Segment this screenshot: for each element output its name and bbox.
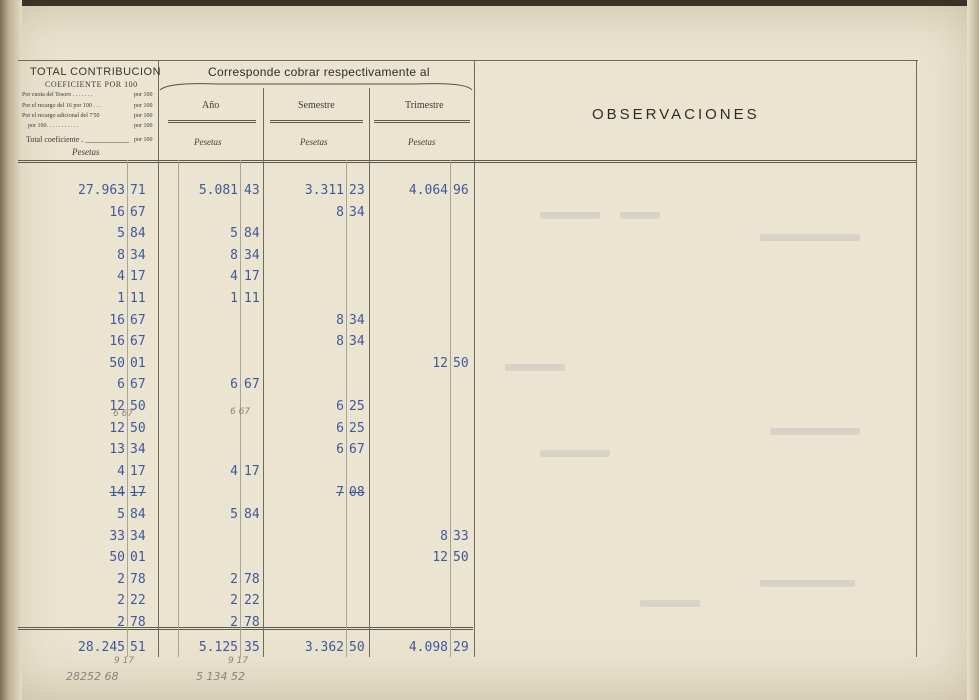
- total-pesetas-cell: 12: [109, 399, 125, 414]
- trimestre-cents-cell: 50: [453, 356, 469, 371]
- ano-cents-cell: 34: [244, 248, 260, 263]
- ano-header: Año: [202, 100, 220, 111]
- bleed-mark: [540, 450, 610, 457]
- total-pesetas-cell: 33: [109, 529, 125, 544]
- cents-divider-semestre: [346, 160, 347, 657]
- pesetas-semestre-label: Pesetas: [300, 137, 328, 147]
- semestre-pesetas-cell: 3.311: [304, 183, 344, 198]
- total-pesetas-cell: 50: [109, 550, 125, 565]
- total-sum-pesetas: 28.245: [78, 640, 125, 655]
- total-pesetas-cell: 5: [117, 507, 125, 522]
- total-pesetas-cell: 16: [109, 205, 125, 220]
- pencil-under-ano: 9 17: [228, 656, 249, 666]
- semestre-cents-cell: 34: [349, 205, 365, 220]
- top-edge: [0, 0, 979, 6]
- total-sum-cents: 51: [130, 640, 146, 655]
- total-cents-cell: 01: [130, 356, 146, 371]
- total-cents-cell: 22: [130, 593, 146, 608]
- ano-pesetas-cell: 5.081: [198, 183, 238, 198]
- trimestre-pesetas-cell: 4.064: [408, 183, 448, 198]
- total-coef-unit: por 100: [134, 137, 153, 143]
- semestre-header: Semestre: [298, 100, 335, 111]
- ano-sum-pesetas: 5.125: [198, 640, 238, 655]
- semestre-cents-cell: 67: [349, 442, 365, 457]
- semestre-pesetas-cell: 7: [336, 485, 344, 500]
- semestre-pesetas-cell: 8: [336, 205, 344, 220]
- semestre-cents-cell: 23: [349, 183, 365, 198]
- trimestre-pesetas-cell: 12: [432, 356, 448, 371]
- coef-unit-4: por 100: [134, 123, 153, 129]
- col-divider-semestre: [369, 88, 370, 657]
- trimestre-rule: [374, 120, 470, 123]
- semestre-cents-cell: 08: [349, 485, 365, 500]
- trimestre-pesetas-cell: 8: [440, 529, 448, 544]
- coef-line-4: por 100. . . . . . . . . . .: [28, 123, 78, 129]
- ano-cents-cell: 22: [244, 593, 260, 608]
- ano-pesetas-cell: 8: [230, 248, 238, 263]
- total-coeficiente-line: Total coeficiente . ___________: [26, 135, 130, 144]
- total-cents-cell: 17: [130, 485, 146, 500]
- total-cents-cell: 84: [130, 226, 146, 241]
- total-pesetas-cell: 27.963: [78, 183, 125, 198]
- pencil-bottom-total: 28252 68: [66, 670, 119, 683]
- semestre-sum-cents: 50: [349, 640, 365, 655]
- total-pesetas-cell: 4: [117, 269, 125, 284]
- coeficiente-label: COEFICIENTE POR 100: [45, 80, 138, 89]
- table-right-rule: [916, 60, 917, 657]
- ano-cents-cell: 17: [244, 464, 260, 479]
- total-pesetas-cell: 16: [109, 334, 125, 349]
- trimestre-cents-cell: 33: [453, 529, 469, 544]
- total-cents-cell: 50: [130, 421, 146, 436]
- semestre-pesetas-cell: 8: [336, 334, 344, 349]
- total-pesetas-cell: 12: [109, 421, 125, 436]
- trimestre-cents-cell: 96: [453, 183, 469, 198]
- pesetas-ano-label: Pesetas: [194, 137, 222, 147]
- semestre-pesetas-cell: 8: [336, 313, 344, 328]
- total-pesetas-cell: 2: [117, 593, 125, 608]
- total-pesetas-cell: 2: [117, 572, 125, 587]
- total-cents-cell: 01: [130, 550, 146, 565]
- ano-cents-cell: 11: [244, 291, 260, 306]
- ano-cents-cell: 84: [244, 226, 260, 241]
- semestre-pesetas-cell: 6: [336, 421, 344, 436]
- total-pesetas-cell: 13: [109, 442, 125, 457]
- total-cents-cell: 78: [130, 615, 146, 630]
- observaciones-header: OBSERVACIONES: [592, 106, 760, 123]
- total-cents-cell: 50: [130, 399, 146, 414]
- total-cents-cell: 71: [130, 183, 146, 198]
- total-cents-cell: 67: [130, 377, 146, 392]
- total-pesetas-cell: 14: [109, 485, 125, 500]
- total-cents-cell: 67: [130, 313, 146, 328]
- total-cents-cell: 11: [130, 291, 146, 306]
- trimestre-sum-cents: 29: [453, 640, 469, 655]
- total-cents-cell: 34: [130, 442, 146, 457]
- table-top-rule: [18, 60, 918, 61]
- bleed-mark: [505, 364, 565, 371]
- ano-cents-cell: 78: [244, 615, 260, 630]
- total-pesetas-cell: 4: [117, 464, 125, 479]
- semestre-cents-cell: 34: [349, 334, 365, 349]
- total-cents-cell: 34: [130, 248, 146, 263]
- semestre-rule: [270, 120, 363, 123]
- total-pesetas-cell: 50: [109, 356, 125, 371]
- ano-pesetas-cell: 4: [230, 269, 238, 284]
- ano-cents-cell: 43: [244, 183, 260, 198]
- bleed-mark: [770, 428, 860, 435]
- semestre-cents-cell: 34: [349, 313, 365, 328]
- ano-cents-cell: 17: [244, 269, 260, 284]
- ano-pesetas-cell: 2: [230, 593, 238, 608]
- ano-pesetas-cell: 5: [230, 507, 238, 522]
- total-cents-cell: 84: [130, 507, 146, 522]
- total-pesetas-cell: 1: [117, 291, 125, 306]
- col-divider-trimestre: [474, 60, 475, 657]
- col-divider-total: [158, 60, 159, 657]
- trimestre-header: Trimestre: [405, 100, 444, 111]
- ano-cents-cell: 67: [244, 377, 260, 392]
- ano-rule: [168, 120, 256, 123]
- semestre-sum-pesetas: 3.362: [304, 640, 344, 655]
- total-pesetas-cell: 5: [117, 226, 125, 241]
- col-divider-ano: [263, 88, 264, 657]
- coef-unit-3: por 100: [134, 113, 153, 119]
- cents-divider-trimestre: [450, 160, 451, 657]
- total-pesetas-cell: 16: [109, 313, 125, 328]
- bleed-mark: [760, 234, 860, 241]
- trimestre-sum-pesetas: 4.098: [408, 640, 448, 655]
- coef-line-1: Por cuota del Tesoro . . . . . . .: [22, 92, 93, 98]
- total-cents-cell: 67: [130, 205, 146, 220]
- pesetas-total-label: Pesetas: [72, 147, 100, 157]
- ano-cents-cell: 78: [244, 572, 260, 587]
- total-contribucion-title: TOTAL CONTRIBUCION: [30, 66, 162, 78]
- pesetas-trimestre-label: Pesetas: [408, 137, 436, 147]
- total-cents-cell: 34: [130, 529, 146, 544]
- ano-pesetas-cell: 1: [230, 291, 238, 306]
- ano-sum-cents: 35: [244, 640, 260, 655]
- book-binding: [0, 0, 22, 700]
- total-cents-cell: 17: [130, 269, 146, 284]
- coef-line-3: Por el recargo adicional del 7'50: [22, 113, 100, 119]
- brace-curve: [158, 78, 476, 92]
- ano-cents-cell: 84: [244, 507, 260, 522]
- total-pesetas-cell: 6: [117, 377, 125, 392]
- pencil-bottom-ano: 5 134 52: [196, 670, 245, 683]
- total-cents-cell: 67: [130, 334, 146, 349]
- coef-line-2: Por el recargo del 16 por 100 . . .: [22, 103, 101, 109]
- bleed-mark: [620, 212, 660, 219]
- ano-pesetas-cell: 5: [230, 226, 238, 241]
- bleed-mark: [640, 600, 700, 607]
- coef-unit-2: por 100: [134, 103, 153, 109]
- semestre-cents-cell: 25: [349, 399, 365, 414]
- bleed-mark: [760, 580, 855, 587]
- ano-pesetas-cell: 2: [230, 572, 238, 587]
- ano-pesetas-cell: 2: [230, 615, 238, 630]
- corresponde-header: Corresponde cobrar respectivamente al: [208, 65, 430, 79]
- total-cents-cell: 17: [130, 464, 146, 479]
- total-pesetas-cell: 2: [117, 615, 125, 630]
- semestre-pesetas-cell: 6: [336, 399, 344, 414]
- semestre-cents-cell: 25: [349, 421, 365, 436]
- trimestre-cents-cell: 50: [453, 550, 469, 565]
- ano-pesetas-cell: 4: [230, 464, 238, 479]
- bleed-mark: [540, 212, 600, 219]
- pencil-note-ano: 6 67: [230, 407, 251, 417]
- pencil-under-total: 9 17: [114, 656, 135, 666]
- total-cents-cell: 78: [130, 572, 146, 587]
- page-edge: [967, 0, 979, 700]
- coef-unit-1: por 100: [134, 92, 153, 98]
- header-bottom-rule: [18, 160, 916, 163]
- total-pesetas-cell: 8: [117, 248, 125, 263]
- trimestre-pesetas-cell: 12: [432, 550, 448, 565]
- ano-pesetas-cell: 6: [230, 377, 238, 392]
- semestre-pesetas-cell: 6: [336, 442, 344, 457]
- pencil-note-total: 6 67: [113, 409, 134, 419]
